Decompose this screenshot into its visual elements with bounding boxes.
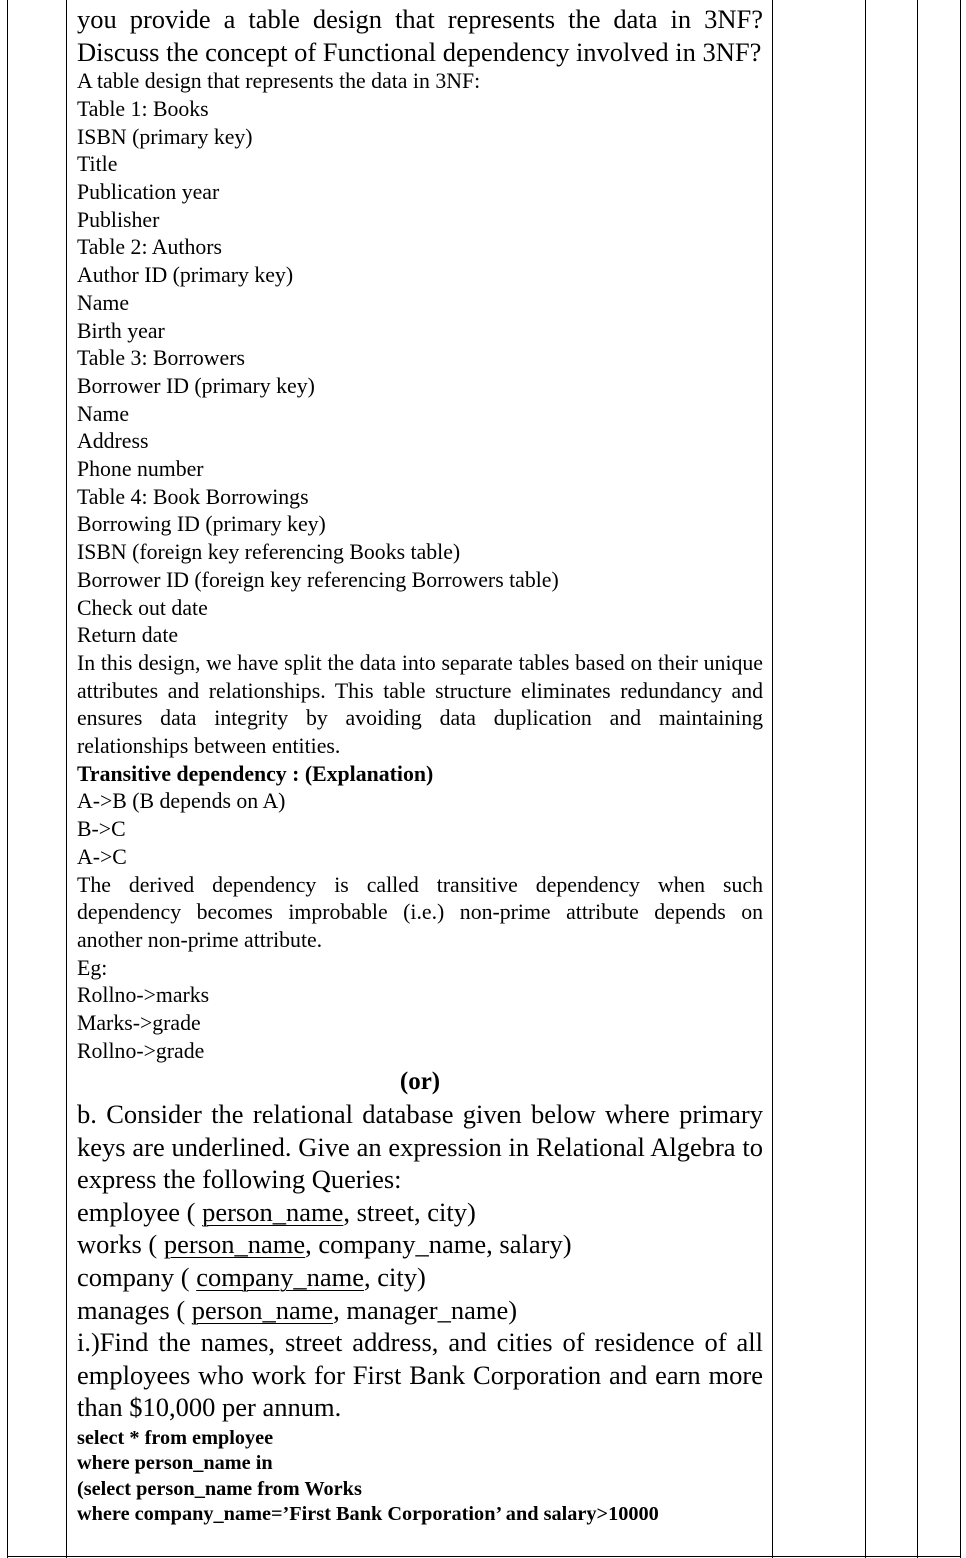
table-2-field: Birth year [77, 318, 165, 343]
transitive-heading: Transitive dependency : (Explanation) [77, 761, 434, 786]
sql-line: (select person_name from Works [77, 1477, 362, 1500]
table-2-title: Table 2: Authors [77, 235, 222, 260]
answer-block [77, 68, 763, 1065]
example-rule: Marks->grade [77, 1011, 201, 1036]
transitive-rule: B->C [77, 817, 126, 842]
example-label: Eg: [77, 955, 108, 980]
relation-works: works ( person_name, company_name, salary) [77, 1229, 572, 1260]
table-border-left [7, 0, 8, 1558]
sql-line: select * from employee [77, 1427, 274, 1450]
table-3-field: Name [77, 401, 130, 426]
example-rule: Rollno->marks [77, 983, 210, 1008]
or-separator: (or) [399, 1067, 441, 1095]
table-1-field: Publication year [77, 180, 220, 204]
primary-key: company_name [196, 1262, 364, 1293]
table-border-co [917, 0, 918, 1558]
primary-key: person_name [191, 1294, 334, 1325]
table-3-title: Table 3: Borrowers [77, 346, 245, 371]
table-4-field: Borrower ID (foreign key referencing Borrowers table) [77, 567, 559, 592]
question-cell [77, 3, 763, 1558]
question-intro: you provide a table design that represents the data in 3NF? Discuss the concept of Functional dependency involved in 3NF? [77, 4, 763, 67]
table-1-field: Publisher [77, 207, 160, 232]
sql-line: where person_name in [77, 1452, 273, 1475]
table-2-field: Author ID (primary key) [77, 263, 294, 288]
query-1: i.)Find the names, street address, and cities of residence of all employees who work for First Bank Corporation and earn more than $10,000 per annum. [77, 1327, 763, 1423]
transitive-rule: A->B (B depends on A) [77, 789, 286, 814]
primary-key: person_name [163, 1229, 306, 1260]
table-4-field: Return date [77, 623, 179, 648]
table-1-field: Title [77, 152, 118, 177]
table-border-right [960, 0, 961, 1558]
relation-schema [77, 1196, 763, 1326]
table-border-question-left [66, 0, 67, 1558]
transitive-rule: A->C [77, 844, 127, 869]
part-b-question: b. Consider the relational database given below where primary keys are underlined. Give an expression in Relational Algebra to express the following Queries: [77, 1099, 763, 1195]
primary-key: person_name [202, 1196, 344, 1227]
sql-line: where company_name=’First Bank Corporation’ and salary>10000 [77, 1502, 659, 1525]
transitive-definition: The derived dependency is called transitive dependency when such dependency becomes improbable (i.e.) non-prime attribute depends on another non-prime attribute. [77, 872, 763, 952]
table-3-field: Phone number [77, 457, 204, 482]
table-border-question-right [772, 0, 773, 1558]
relation-company: company ( company_name, city) [77, 1262, 426, 1293]
table-2-field: Name [77, 290, 130, 315]
sql-answer [77, 1426, 763, 1527]
table-3-field: Address [77, 429, 149, 454]
table-4-field: ISBN (foreign key referencing Books table) [77, 540, 461, 565]
table-4-title: Table 4: Book Borrowings [77, 484, 309, 509]
table-1-field: ISBN (primary key) [77, 124, 253, 149]
table-1-title: Table 1: Books [77, 96, 209, 121]
design-explanation: In this design, we have split the data into separate tables based on their unique attributes and relationships. This table structure eliminates redundancy and ensures data integrity by avoiding data duplication and maintaining relationships between entities. [77, 650, 763, 759]
table-4-field: Borrowing ID (primary key) [77, 512, 326, 537]
design-intro: A table design that represents the data in 3NF: [77, 69, 481, 94]
relation-manages: manages ( person_name, manager_name) [77, 1294, 518, 1325]
example-rule: Rollno->grade [77, 1038, 205, 1063]
table-border-marks [865, 0, 866, 1558]
table-4-field: Check out date [77, 595, 208, 620]
table-3-field: Borrower ID (primary key) [77, 373, 315, 398]
relation-employee: employee ( person_name, street, city) [77, 1196, 476, 1227]
